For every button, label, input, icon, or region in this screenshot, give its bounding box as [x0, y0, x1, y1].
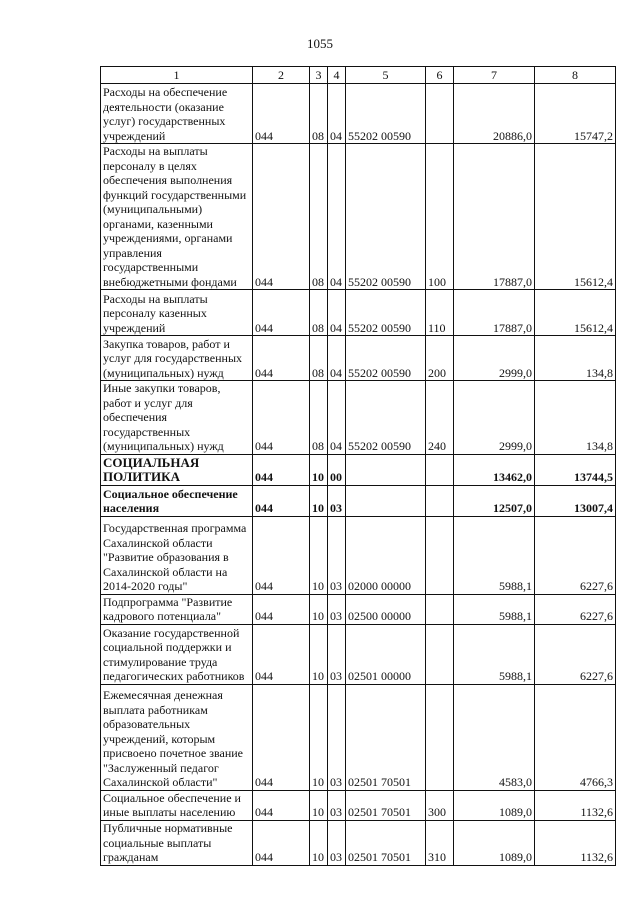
cell-target-article: 55202 00590 [346, 381, 426, 455]
cell-amount-year2: 15612,4 [535, 290, 616, 336]
cell-amount-year2: 134,8 [535, 336, 616, 381]
cell-section: 10 [310, 516, 328, 594]
cell-target-article: 55202 00590 [346, 336, 426, 381]
table-row [101, 454, 616, 485]
cell-target-article: 02501 00000 [346, 624, 426, 684]
row-name: Подпрограмма "Развитие кадрового потенциала" [101, 594, 253, 624]
cell-ministry: 044 [253, 454, 310, 485]
cell-section: 10 [310, 684, 328, 790]
cell-amount-year1: 1089,0 [454, 790, 535, 820]
cell-amount-year1: 13462,0 [454, 454, 535, 485]
cell-amount-year1: 12507,0 [454, 485, 535, 516]
cell-ministry: 044 [253, 790, 310, 820]
cell-expense-type [426, 84, 454, 144]
cell-section: 10 [310, 624, 328, 684]
row-name: Закупка товаров, работ и услуг для государственных (муниципальных) нужд [101, 336, 253, 381]
cell-subsection: 04 [328, 84, 346, 144]
cell-expense-type [426, 485, 454, 516]
cell-ministry: 044 [253, 144, 310, 290]
header-row [101, 67, 616, 84]
cell-amount-year2: 6227,6 [535, 624, 616, 684]
row-name: Расходы на выплаты персоналу казенных учреждений [101, 290, 253, 336]
cell-subsection: 03 [328, 624, 346, 684]
cell-expense-type [426, 624, 454, 684]
row-name: Публичные нормативные социальные выплаты гражданам [101, 820, 253, 865]
cell-ministry: 044 [253, 84, 310, 144]
cell-target-article [346, 485, 426, 516]
cell-section: 08 [310, 336, 328, 381]
cell-section: 08 [310, 290, 328, 336]
cell-amount-year1: 2999,0 [454, 336, 535, 381]
cell-amount-year2: 6227,6 [535, 516, 616, 594]
table-row [101, 790, 616, 820]
row-name: Иные закупки товаров, работ и услуг для обеспечения государственных (муниципальных) нужд [101, 381, 253, 455]
cell-target-article: 02000 00000 [346, 516, 426, 594]
cell-section: 10 [310, 790, 328, 820]
cell-expense-type [426, 516, 454, 594]
column-header: 3 [310, 67, 328, 84]
cell-section: 10 [310, 485, 328, 516]
column-header: 1 [101, 67, 253, 84]
cell-section: 10 [310, 820, 328, 865]
column-header: 5 [346, 67, 426, 84]
table-row [101, 516, 616, 594]
cell-subsection: 03 [328, 684, 346, 790]
cell-ministry: 044 [253, 290, 310, 336]
cell-expense-type: 110 [426, 290, 454, 336]
table-row [101, 624, 616, 684]
column-header: 2 [253, 67, 310, 84]
cell-amount-year2: 15612,4 [535, 144, 616, 290]
row-name: Государственная программа Сахалинской области "Развитие образования в Сахалинской области на 2014-2020 годы" [101, 516, 253, 594]
column-header: 8 [535, 67, 616, 84]
cell-amount-year1: 1089,0 [454, 820, 535, 865]
table-row [101, 684, 616, 790]
cell-ministry: 044 [253, 684, 310, 790]
cell-amount-year2: 13007,4 [535, 485, 616, 516]
row-name: Социальное обеспечение населения [101, 485, 253, 516]
cell-expense-type [426, 594, 454, 624]
table-row [101, 485, 616, 516]
cell-amount-year2: 134,8 [535, 381, 616, 455]
cell-target-article: 02501 70501 [346, 820, 426, 865]
table-row [101, 336, 616, 381]
cell-subsection: 03 [328, 516, 346, 594]
cell-target-article: 02501 70501 [346, 790, 426, 820]
column-header: 4 [328, 67, 346, 84]
cell-expense-type [426, 454, 454, 485]
cell-amount-year1: 20886,0 [454, 84, 535, 144]
table-row [101, 381, 616, 455]
cell-section: 10 [310, 454, 328, 485]
table-row [101, 290, 616, 336]
cell-target-article [346, 454, 426, 485]
cell-subsection: 04 [328, 381, 346, 455]
cell-subsection: 00 [328, 454, 346, 485]
cell-target-article: 55202 00590 [346, 84, 426, 144]
row-name: СОЦИАЛЬНАЯ ПОЛИТИКА [101, 454, 253, 485]
cell-amount-year1: 2999,0 [454, 381, 535, 455]
row-name: Расходы на обеспечение деятельности (оказание услуг) государственных учреждений [101, 84, 253, 144]
cell-amount-year2: 6227,6 [535, 594, 616, 624]
row-name: Расходы на выплаты персоналу в целях обеспечения выполнения функций государственными (муниципальными) органами, казенными учреждениями, органами управления государственными внебюджетными фондами [101, 144, 253, 290]
cell-amount-year1: 4583,0 [454, 684, 535, 790]
cell-amount-year2: 1132,6 [535, 820, 616, 865]
cell-amount-year1: 5988,1 [454, 516, 535, 594]
row-name: Ежемесячная денежная выплата работникам образовательных учреждений, которым присвоено почетное звание "Заслуженный педагог Сахалинской области" [101, 684, 253, 790]
cell-subsection: 04 [328, 336, 346, 381]
cell-expense-type: 300 [426, 790, 454, 820]
cell-subsection: 03 [328, 594, 346, 624]
cell-target-article: 02501 70501 [346, 684, 426, 790]
cell-expense-type: 310 [426, 820, 454, 865]
cell-section: 08 [310, 144, 328, 290]
cell-ministry: 044 [253, 381, 310, 455]
cell-subsection: 04 [328, 290, 346, 336]
budget-table [100, 66, 616, 866]
cell-amount-year1: 17887,0 [454, 144, 535, 290]
cell-section: 10 [310, 594, 328, 624]
cell-amount-year1: 5988,1 [454, 624, 535, 684]
column-header: 7 [454, 67, 535, 84]
cell-expense-type: 200 [426, 336, 454, 381]
cell-section: 08 [310, 84, 328, 144]
cell-expense-type: 240 [426, 381, 454, 455]
table-row [101, 84, 616, 144]
cell-ministry: 044 [253, 516, 310, 594]
table-row [101, 820, 616, 865]
table-row [101, 594, 616, 624]
cell-amount-year2: 4766,3 [535, 684, 616, 790]
cell-amount-year2: 1132,6 [535, 790, 616, 820]
cell-ministry: 044 [253, 336, 310, 381]
cell-ministry: 044 [253, 594, 310, 624]
cell-subsection: 03 [328, 790, 346, 820]
cell-amount-year1: 17887,0 [454, 290, 535, 336]
cell-subsection: 04 [328, 144, 346, 290]
cell-ministry: 044 [253, 820, 310, 865]
cell-amount-year1: 5988,1 [454, 594, 535, 624]
cell-section: 08 [310, 381, 328, 455]
cell-ministry: 044 [253, 485, 310, 516]
cell-target-article: 02500 00000 [346, 594, 426, 624]
cell-amount-year2: 13744,5 [535, 454, 616, 485]
cell-ministry: 044 [253, 624, 310, 684]
cell-expense-type [426, 684, 454, 790]
table-row [101, 144, 616, 290]
cell-subsection: 03 [328, 485, 346, 516]
cell-amount-year2: 15747,2 [535, 84, 616, 144]
row-name: Социальное обеспечение и иные выплаты населению [101, 790, 253, 820]
column-header: 6 [426, 67, 454, 84]
row-name: Оказание государственной социальной поддержки и стимулирование труда педагогических работников [101, 624, 253, 684]
cell-target-article: 55202 00590 [346, 290, 426, 336]
cell-subsection: 03 [328, 820, 346, 865]
page-number: 1055 [307, 36, 333, 51]
cell-target-article: 55202 00590 [346, 144, 426, 290]
cell-expense-type: 100 [426, 144, 454, 290]
